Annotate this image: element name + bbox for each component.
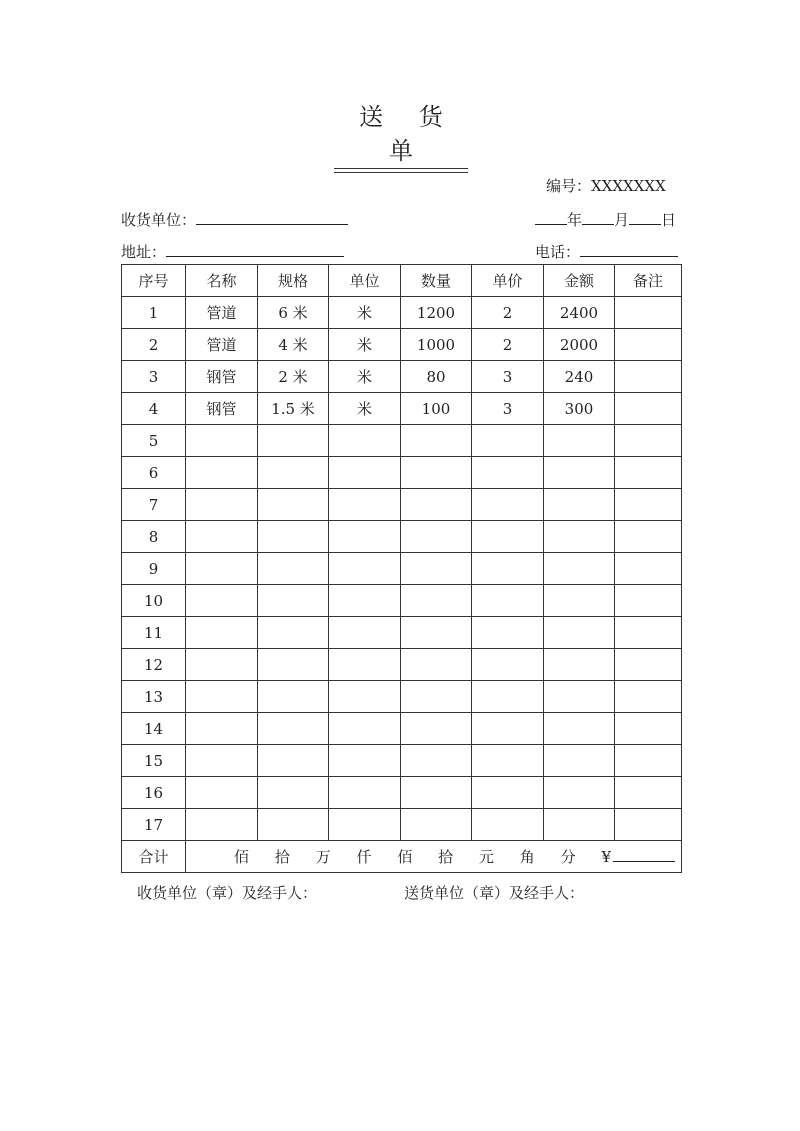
table-row [122, 553, 682, 585]
cell-name[interactable] [186, 649, 258, 681]
cell-unit[interactable] [329, 489, 401, 521]
cell-remarks[interactable] [615, 681, 682, 713]
cell-spec[interactable]: 4 米 [258, 329, 329, 361]
cell-remarks[interactable] [615, 489, 682, 521]
cell-quantity[interactable] [401, 489, 472, 521]
cell-index: 9 [122, 553, 186, 585]
cell-index: 2 [122, 329, 186, 361]
cell-unit-price[interactable] [472, 425, 544, 457]
cell-amount[interactable] [544, 681, 615, 713]
table-row [122, 393, 682, 425]
address-field[interactable] [121, 240, 344, 262]
yen-amount-blank[interactable] [613, 847, 675, 862]
total-yen [601, 847, 675, 866]
cell-unit[interactable]: 米 [329, 393, 401, 425]
cell-quantity[interactable] [401, 681, 472, 713]
cell-quantity[interactable] [401, 553, 472, 585]
receiver-signature: 收货单位（章）及经手人： [137, 884, 318, 902]
address-blank[interactable] [166, 240, 344, 257]
table-row [122, 521, 682, 553]
day-label: 日 [661, 211, 677, 229]
cell-name[interactable] [186, 745, 258, 777]
cell-amount[interactable]: 2400 [544, 297, 615, 329]
phone-field[interactable] [535, 240, 678, 262]
cell-spec[interactable] [258, 521, 329, 553]
header-remarks: 备注 [615, 265, 682, 297]
total-unit: 万 [315, 848, 331, 866]
cell-quantity[interactable] [401, 585, 472, 617]
cell-name[interactable] [186, 809, 258, 841]
cell-quantity[interactable] [401, 457, 472, 489]
cell-name[interactable] [186, 777, 258, 809]
cell-amount[interactable] [544, 489, 615, 521]
cell-spec[interactable] [258, 457, 329, 489]
cell-remarks[interactable] [615, 617, 682, 649]
cell-index: 13 [122, 681, 186, 713]
table-row [122, 329, 682, 361]
cell-amount[interactable] [544, 713, 615, 745]
cell-spec[interactable]: 6 米 [258, 297, 329, 329]
cell-remarks[interactable] [615, 297, 682, 329]
cell-spec[interactable] [258, 585, 329, 617]
cell-unit-price[interactable] [472, 745, 544, 777]
cell-name[interactable] [186, 585, 258, 617]
cell-unit[interactable]: 米 [329, 361, 401, 393]
phone-blank[interactable] [580, 240, 678, 257]
cell-spec[interactable]: 1.5 米 [258, 393, 329, 425]
table-row [122, 809, 682, 841]
cell-unit-price[interactable] [472, 713, 544, 745]
document-title-block [334, 100, 468, 173]
cell-name[interactable] [186, 553, 258, 585]
header-amount: 金额 [544, 265, 615, 297]
cell-name[interactable] [186, 457, 258, 489]
cell-unit-price[interactable] [472, 681, 544, 713]
cell-amount[interactable] [544, 521, 615, 553]
cell-quantity[interactable] [401, 713, 472, 745]
cell-remarks[interactable] [615, 809, 682, 841]
table-row [122, 681, 682, 713]
cell-amount[interactable] [544, 425, 615, 457]
cell-name[interactable] [186, 713, 258, 745]
receiver-field[interactable] [121, 208, 348, 230]
cell-unit[interactable] [329, 585, 401, 617]
title-underline-bottom [334, 172, 468, 173]
table-row [122, 777, 682, 809]
cell-spec[interactable] [258, 777, 329, 809]
cell-spec[interactable] [258, 649, 329, 681]
cell-unit[interactable] [329, 553, 401, 585]
header-index: 序号 [122, 265, 186, 297]
receiver-blank[interactable] [196, 208, 348, 225]
table-row [122, 361, 682, 393]
cell-remarks[interactable] [615, 457, 682, 489]
yen-symbol: ¥ [601, 848, 611, 866]
table-row [122, 713, 682, 745]
cell-index: 11 [122, 617, 186, 649]
cell-unit-price[interactable] [472, 489, 544, 521]
cell-unit-price[interactable] [472, 809, 544, 841]
cell-unit[interactable] [329, 617, 401, 649]
cell-amount[interactable] [544, 457, 615, 489]
cell-amount[interactable] [544, 745, 615, 777]
total-unit: 元 [478, 848, 494, 866]
cell-remarks[interactable] [615, 713, 682, 745]
cell-quantity[interactable] [401, 777, 472, 809]
cell-unit[interactable] [329, 425, 401, 457]
total-unit: 佰 [234, 848, 250, 866]
sender-signature: 送货单位（章）及经手人： [404, 884, 585, 902]
cell-quantity[interactable]: 80 [401, 361, 472, 393]
cell-unit[interactable] [329, 649, 401, 681]
cell-index: 17 [122, 809, 186, 841]
cell-quantity[interactable]: 1200 [401, 297, 472, 329]
table-row [122, 585, 682, 617]
title-underline-top [334, 168, 468, 169]
month-blank[interactable] [582, 208, 614, 225]
cell-amount[interactable] [544, 649, 615, 681]
cell-index: 1 [122, 297, 186, 329]
cell-spec[interactable] [258, 681, 329, 713]
table-row [122, 649, 682, 681]
cell-index: 8 [122, 521, 186, 553]
cell-index: 10 [122, 585, 186, 617]
cell-unit-price[interactable] [472, 521, 544, 553]
cell-index: 3 [122, 361, 186, 393]
table-header-row [122, 265, 682, 297]
total-unit: 佰 [397, 848, 413, 866]
cell-spec[interactable]: 2 米 [258, 361, 329, 393]
cell-index: 12 [122, 649, 186, 681]
header-spec: 规格 [258, 265, 329, 297]
cell-name[interactable]: 钢管 [186, 361, 258, 393]
document-number-label: 编号： [546, 177, 592, 195]
cell-quantity[interactable]: 100 [401, 393, 472, 425]
cell-unit[interactable]: 米 [329, 329, 401, 361]
table-row [122, 425, 682, 457]
cell-remarks[interactable] [615, 521, 682, 553]
cell-remarks[interactable] [615, 425, 682, 457]
table-row [122, 745, 682, 777]
cell-name[interactable] [186, 681, 258, 713]
cell-quantity[interactable] [401, 425, 472, 457]
cell-amount[interactable]: 300 [544, 393, 615, 425]
cell-index: 16 [122, 777, 186, 809]
cell-unit-price[interactable] [472, 553, 544, 585]
cell-unit-price[interactable]: 3 [472, 361, 544, 393]
cell-unit[interactable] [329, 457, 401, 489]
cell-spec[interactable] [258, 489, 329, 521]
document-number [546, 176, 666, 196]
total-amount-cell[interactable] [186, 841, 682, 873]
cell-quantity[interactable]: 1000 [401, 329, 472, 361]
cell-remarks[interactable] [615, 777, 682, 809]
cell-remarks[interactable] [615, 361, 682, 393]
table-row [122, 457, 682, 489]
cell-amount[interactable] [544, 809, 615, 841]
total-unit: 分 [560, 848, 576, 866]
cell-amount[interactable] [544, 617, 615, 649]
cell-amount[interactable]: 2000 [544, 329, 615, 361]
cell-index: 6 [122, 457, 186, 489]
cell-unit[interactable] [329, 745, 401, 777]
cell-index: 4 [122, 393, 186, 425]
table-row [122, 489, 682, 521]
day-blank[interactable] [629, 208, 661, 225]
cell-amount[interactable] [544, 777, 615, 809]
total-row [122, 841, 682, 873]
cell-index: 14 [122, 713, 186, 745]
table-row [122, 617, 682, 649]
cell-unit-price[interactable]: 3 [472, 393, 544, 425]
cell-name[interactable]: 钢管 [186, 393, 258, 425]
header-unit: 单位 [329, 265, 401, 297]
total-unit: 拾 [438, 848, 454, 866]
cell-spec[interactable] [258, 745, 329, 777]
cell-unit-price[interactable] [472, 457, 544, 489]
cell-name[interactable] [186, 489, 258, 521]
cell-quantity[interactable] [401, 809, 472, 841]
cell-unit[interactable] [329, 681, 401, 713]
cell-index: 5 [122, 425, 186, 457]
cell-unit-price[interactable] [472, 777, 544, 809]
cell-unit[interactable] [329, 809, 401, 841]
year-blank[interactable] [535, 208, 567, 225]
address-label: 地址： [121, 243, 167, 261]
header-name: 名称 [186, 265, 258, 297]
cell-name[interactable] [186, 617, 258, 649]
cell-unit[interactable] [329, 777, 401, 809]
cell-spec[interactable] [258, 553, 329, 585]
cell-remarks[interactable] [615, 585, 682, 617]
cell-remarks[interactable] [615, 393, 682, 425]
cell-spec[interactable] [258, 713, 329, 745]
cell-amount[interactable]: 240 [544, 361, 615, 393]
document-number-value: XXXXXXX [591, 177, 666, 195]
date-field[interactable] [535, 208, 676, 230]
cell-remarks[interactable] [615, 745, 682, 777]
cell-unit-price[interactable] [472, 649, 544, 681]
cell-quantity[interactable] [401, 521, 472, 553]
cell-index: 7 [122, 489, 186, 521]
month-label: 月 [614, 211, 630, 229]
cell-unit-price[interactable] [472, 617, 544, 649]
cell-remarks[interactable] [615, 329, 682, 361]
cell-name[interactable] [186, 521, 258, 553]
cell-spec[interactable] [258, 809, 329, 841]
receiver-label: 收货单位： [121, 211, 197, 229]
cell-name[interactable] [186, 425, 258, 457]
cell-index: 15 [122, 745, 186, 777]
cell-quantity[interactable] [401, 649, 472, 681]
year-label: 年 [567, 211, 583, 229]
cell-unit-price[interactable] [472, 585, 544, 617]
cell-amount[interactable] [544, 553, 615, 585]
cell-quantity[interactable] [401, 617, 472, 649]
total-label: 合计 [122, 841, 186, 873]
cell-unit[interactable] [329, 521, 401, 553]
cell-name[interactable]: 管道 [186, 329, 258, 361]
cell-spec[interactable] [258, 425, 329, 457]
cell-name[interactable]: 管道 [186, 297, 258, 329]
table-row [122, 297, 682, 329]
cell-unit-price[interactable]: 2 [472, 297, 544, 329]
document-title: 送 货 单 [359, 103, 457, 165]
cell-quantity[interactable] [401, 745, 472, 777]
cell-amount[interactable] [544, 585, 615, 617]
cell-spec[interactable] [258, 617, 329, 649]
cell-unit[interactable] [329, 713, 401, 745]
total-unit: 角 [519, 848, 535, 866]
header-unit-price: 单价 [472, 265, 544, 297]
total-unit: 仟 [356, 848, 372, 866]
delivery-table [121, 264, 682, 873]
cell-unit[interactable]: 米 [329, 297, 401, 329]
cell-unit-price[interactable]: 2 [472, 329, 544, 361]
header-quantity: 数量 [401, 265, 472, 297]
total-unit: 拾 [274, 848, 290, 866]
cell-remarks[interactable] [615, 553, 682, 585]
cell-remarks[interactable] [615, 649, 682, 681]
phone-label: 电话： [535, 243, 581, 261]
